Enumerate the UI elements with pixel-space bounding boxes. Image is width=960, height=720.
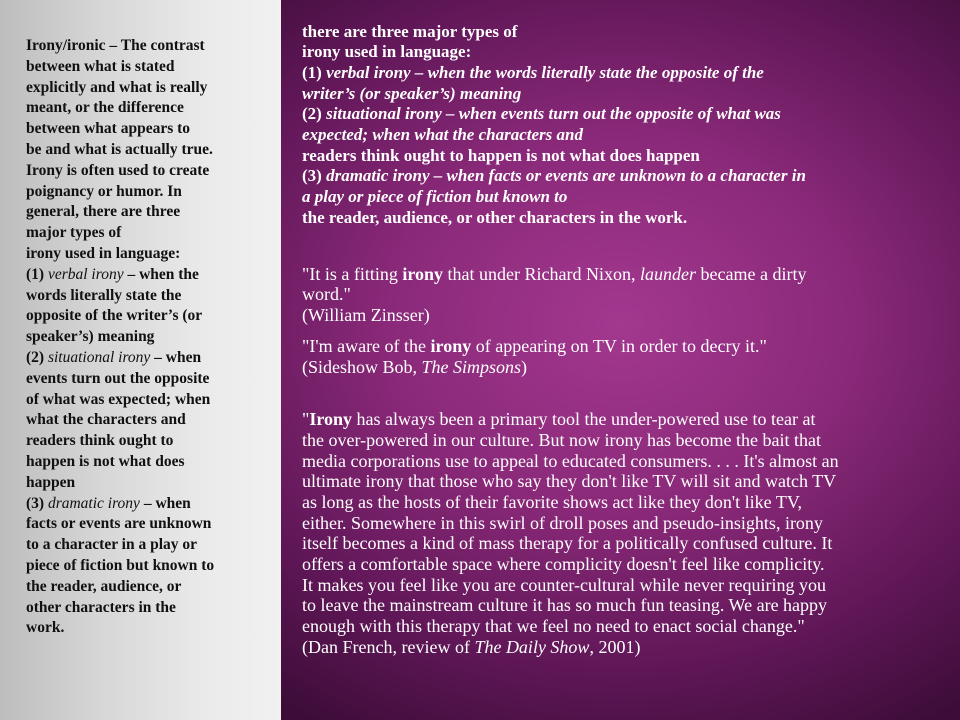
dramatic-irony-item bbox=[302, 166, 806, 186]
item-number: (3) bbox=[302, 166, 327, 185]
quote-line: enough with this therapy that we feel no need to enact social change." bbox=[302, 616, 805, 636]
definition-line: work. bbox=[26, 619, 65, 637]
definition-line: of what was expected; when bbox=[26, 390, 211, 408]
definition-line: explicitly and what is really bbox=[26, 78, 208, 96]
quote-sideshow-bob bbox=[302, 336, 767, 357]
author-italic: The Daily Show bbox=[474, 637, 590, 657]
quote-keyword: irony bbox=[402, 264, 444, 284]
item-number: (3) bbox=[26, 494, 48, 512]
quote-line: ultimate irony that those who say they don't like TV will sit and watch TV bbox=[302, 471, 837, 491]
definition-line: irony used in language: bbox=[26, 244, 181, 262]
quote-line: media corporations use to appeal to educated consumers. . . . It's almost an bbox=[302, 451, 839, 471]
definition-line: Irony is often used to create bbox=[26, 161, 210, 179]
author-italic: The Simpsons bbox=[421, 357, 522, 377]
definition-line: words literally state the bbox=[26, 286, 182, 304]
situational-irony-item bbox=[302, 104, 781, 124]
item-text: – when the bbox=[123, 265, 199, 283]
item-number: (2) bbox=[26, 348, 48, 366]
item-text: – when bbox=[150, 348, 202, 366]
quote-line: as long as the hosts of their favorite shows act like they don't like TV, bbox=[302, 492, 802, 512]
item-text: readers think ought to happen is not what does happen bbox=[302, 146, 700, 165]
quote-line: itself becomes a kind of mass therapy for a politically confused culture. It bbox=[302, 533, 833, 553]
author-text: (Dan French, review of bbox=[302, 637, 475, 657]
definition-line: opposite of the writer’s (or bbox=[26, 307, 203, 325]
quote-keyword: Irony bbox=[309, 409, 353, 429]
content-panel bbox=[281, 0, 960, 720]
item-text: verbal irony – when the words literally state the opposite of the bbox=[326, 63, 764, 82]
quote-text: became a dirty bbox=[696, 264, 807, 284]
definition-line: happen is not what does bbox=[26, 452, 185, 470]
quote-text: "I'm aware of the bbox=[302, 336, 431, 356]
definition-line: readers think ought to bbox=[26, 432, 174, 450]
definition-line: happen bbox=[26, 473, 76, 491]
quote-author: (William Zinsser) bbox=[302, 305, 430, 325]
quote-text: that under Richard Nixon, bbox=[443, 264, 640, 284]
quote-author bbox=[302, 637, 640, 658]
item-text: writer’s (or speaker’s) meaning bbox=[302, 84, 522, 103]
item-text: expected; when what the characters and bbox=[302, 125, 583, 144]
author-text: , 2001) bbox=[589, 637, 641, 657]
quote-italic: launder bbox=[640, 264, 696, 284]
item-number: (1) bbox=[26, 265, 48, 283]
situational-irony-term: situational irony bbox=[47, 348, 151, 366]
definition-panel bbox=[0, 0, 281, 720]
quote-text: "It is a fitting bbox=[302, 264, 403, 284]
definition-line: between what appears to bbox=[26, 120, 191, 138]
irony-definition bbox=[26, 36, 264, 639]
situational-irony-heading bbox=[26, 348, 264, 369]
item-number: (1) bbox=[302, 63, 327, 82]
dramatic-irony-term: dramatic irony bbox=[47, 494, 140, 512]
definition-line: to a character in a play or bbox=[26, 536, 198, 554]
quote-text: " bbox=[302, 409, 310, 429]
quote-keyword: irony bbox=[430, 336, 472, 356]
definition-line: major types of bbox=[26, 224, 122, 242]
definition-line: facts or events are unknown bbox=[26, 515, 212, 533]
author-text: (Sideshow Bob, bbox=[302, 357, 422, 377]
quote-line: either. Somewhere in this swirl of droll poses and pseudo-insights, irony bbox=[302, 513, 823, 533]
definition-line: Irony/ironic – The contrast bbox=[26, 37, 205, 54]
definition-line: speaker’s) meaning bbox=[26, 328, 155, 346]
verbal-irony-heading bbox=[26, 265, 264, 286]
item-text: situational irony – when events turn out the opposite of what was bbox=[326, 104, 781, 123]
quote-text: of appearing on TV in order to decry it." bbox=[471, 336, 767, 356]
quote-line: It makes you feel like you are counter-cultural while never requiring you bbox=[302, 575, 826, 595]
definition-line: what the characters and bbox=[26, 411, 186, 429]
definition-line: be and what is actually true. bbox=[26, 140, 213, 158]
dramatic-irony-heading bbox=[26, 494, 264, 515]
quote-line: to leave the mainstream culture it has so much fun teasing. We are happy bbox=[302, 595, 828, 615]
verbal-irony-term: verbal irony bbox=[47, 265, 124, 283]
quote-zinsser bbox=[302, 264, 806, 285]
definition-line: events turn out the opposite bbox=[26, 369, 210, 387]
definition-line: other characters in the bbox=[26, 598, 176, 616]
definition-line: poignancy or humor. In bbox=[26, 182, 182, 200]
quote-text: word." bbox=[302, 284, 351, 304]
item-text: dramatic irony – when facts or events are unknown to a character in bbox=[326, 166, 806, 185]
item-number: (2) bbox=[302, 104, 327, 123]
quote-line: the over-powered in our culture. But now irony has become the bait that bbox=[302, 430, 821, 450]
types-intro: there are three major types of bbox=[302, 22, 518, 41]
definition-line: general, there are three bbox=[26, 203, 181, 221]
item-text: – when bbox=[139, 494, 191, 512]
item-text: the reader, audience, or other characters in the work. bbox=[302, 208, 688, 227]
quote-dan-french bbox=[302, 409, 816, 430]
definition-line: between what is stated bbox=[26, 57, 175, 75]
types-intro: irony used in language: bbox=[302, 42, 472, 61]
quote-text: has always been a primary tool the under-powered use to tear at bbox=[352, 409, 816, 429]
verbal-irony-item bbox=[302, 63, 764, 83]
quote-author bbox=[302, 357, 527, 378]
quote-line: offers a comfortable space where complicity doesn't feel like complicity. bbox=[302, 554, 825, 574]
definition-line: meant, or the difference bbox=[26, 99, 184, 117]
item-text: a play or piece of fiction but known to bbox=[302, 187, 568, 206]
definition-line: piece of fiction but known to bbox=[26, 556, 215, 574]
author-text: ) bbox=[521, 357, 528, 377]
definition-line: the reader, audience, or bbox=[26, 577, 182, 595]
